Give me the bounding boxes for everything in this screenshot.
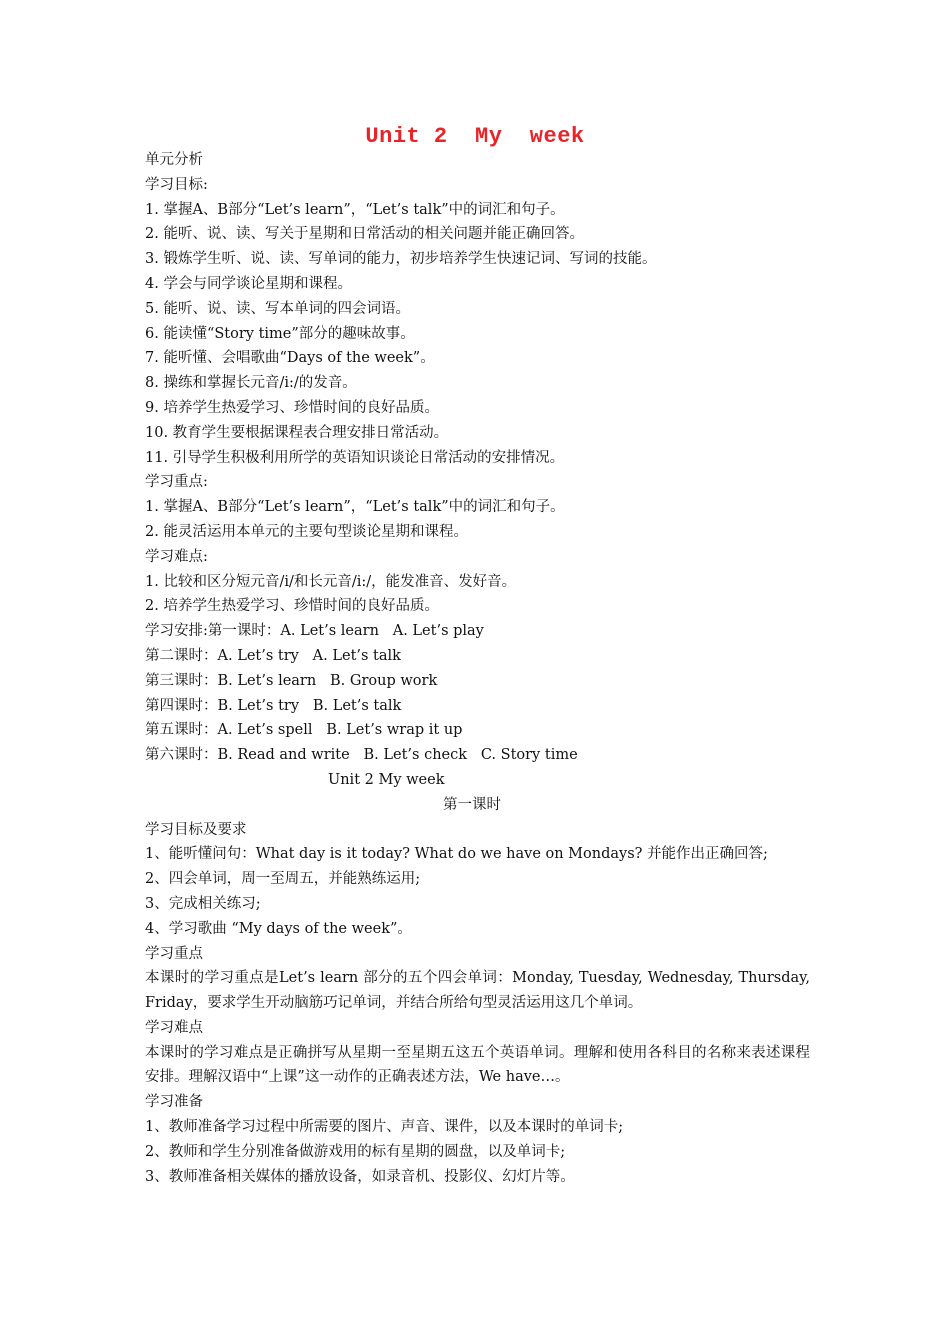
schedule-line: 第四课时：B. Let’s try B. Let’s talk — [145, 697, 402, 714]
document-body — [145, 148, 810, 1189]
section-heading: 单元分析 — [145, 152, 203, 168]
lesson-prep-item: 3、教师准备相关媒体的播放设备，如录音机、投影仪、幻灯片等。 — [145, 1168, 575, 1185]
objective-item: 5. 能听、说、读、写本单词的四会词语。 — [145, 300, 410, 317]
objective-item: 8. 操练和掌握长元音/i:/的发音。 — [145, 375, 357, 392]
lesson-heading: 第一课时 — [443, 796, 501, 813]
lesson-goals-heading: 学习目标及要求 — [145, 821, 247, 838]
lesson-key-heading: 学习重点 — [145, 945, 203, 962]
objective-item: 3. 锻炼学生听、说、读、写单词的能力，初步培养学生快速记词、写词的技能。 — [145, 251, 657, 268]
lesson-prep-item: 1、教师准备学习过程中所需要的图片、声音、课件，以及本课时的单词卡; — [145, 1119, 624, 1136]
schedule-line: 第二课时：A. Let’s try A. Let’s talk — [145, 647, 401, 664]
difficulty-item: 2. 培养学生热爱学习、珍惜时间的良好品质。 — [145, 598, 439, 615]
difficulty-item: 1. 比较和区分短元音/i/和长元音/i:/，能发准音、发好音。 — [145, 573, 517, 590]
objective-item: 10. 教育学生要根据课程表合理安排日常活动。 — [145, 424, 449, 441]
objective-item: 9. 培养学生热爱学习、珍惜时间的良好品质。 — [145, 399, 439, 416]
schedule-line: 第三课时：B. Let’s learn B. Group work — [145, 672, 438, 689]
difficulties-heading: 学习难点: — [145, 548, 208, 565]
objective-item: 4. 学会与同学谈论星期和课程。 — [145, 275, 352, 292]
lesson-prep-item: 2、教师和学生分别准备做游戏用的标有星期的圆盘，以及单词卡; — [145, 1143, 566, 1160]
objective-item: 11. 引导学生积极利用所学的英语知识谈论日常活动的安排情况。 — [145, 449, 565, 466]
unit-heading: Unit 2 My week — [328, 771, 445, 788]
lesson-goal-item: 1、能听懂问句：What day is it today? What do we have on Mondays? 并能作出正确回答; — [145, 846, 768, 863]
key-point-item: 2. 能灵活运用本单元的主要句型谈论星期和课程。 — [145, 523, 468, 540]
lesson-goal-item: 2、四会单词，周一至周五，并能熟练运用; — [145, 871, 421, 888]
objectives-heading: 学习目标: — [145, 176, 208, 193]
lesson-goal-item: 3、完成相关练习; — [145, 895, 261, 912]
objective-item: 2. 能听、说、读、写关于星期和日常活动的相关问题并能正确回答。 — [145, 226, 584, 243]
document-title: Unit 2 My week — [365, 124, 585, 149]
objective-item: 7. 能听懂、会唱歌曲“Days of the week”。 — [145, 350, 435, 367]
schedule-line: 学习安排:第一课时：A. Let’s learn A. Let’s play — [145, 623, 484, 640]
schedule-line: 第六课时：B. Read and write B. Let’s check C. Story time — [145, 747, 578, 764]
objective-item: 1. 掌握A、B部分“Let’s learn”，“Let’s talk”中的词汇和句子。 — [145, 201, 565, 218]
lesson-key-text: 本课时的学习重点是Let’s learn 部分的五个四会单词：Monday, Tuesday, Wednesday, Thursday, Friday，要求学生开动脑筋巧记单词，并结合所给句型灵活运用这几个单词。 — [145, 970, 810, 1012]
lesson-difficulty-text: 本课时的学习难点是正确拼写从星期一至星期五这五个英语单词。理解和使用各科目的名称来表述课程安排。理解汉语中“上课”这一动作的正确表述方法，We have…。 — [145, 1044, 810, 1086]
key-point-item: 1. 掌握A、B部分“Let’s learn”，“Let’s talk”中的词汇和句子。 — [145, 499, 565, 516]
lesson-goal-item: 4、学习歌曲 “My days of the week”。 — [145, 920, 412, 937]
objective-item: 6. 能读懂“Story time”部分的趣味故事。 — [145, 325, 415, 342]
schedule-line: 第五课时：A. Let’s spell B. Let’s wrap it up — [145, 722, 463, 739]
key-points-heading: 学习重点: — [145, 474, 208, 491]
lesson-difficulty-heading: 学习难点 — [145, 1019, 203, 1036]
lesson-prep-heading: 学习准备 — [145, 1094, 203, 1111]
